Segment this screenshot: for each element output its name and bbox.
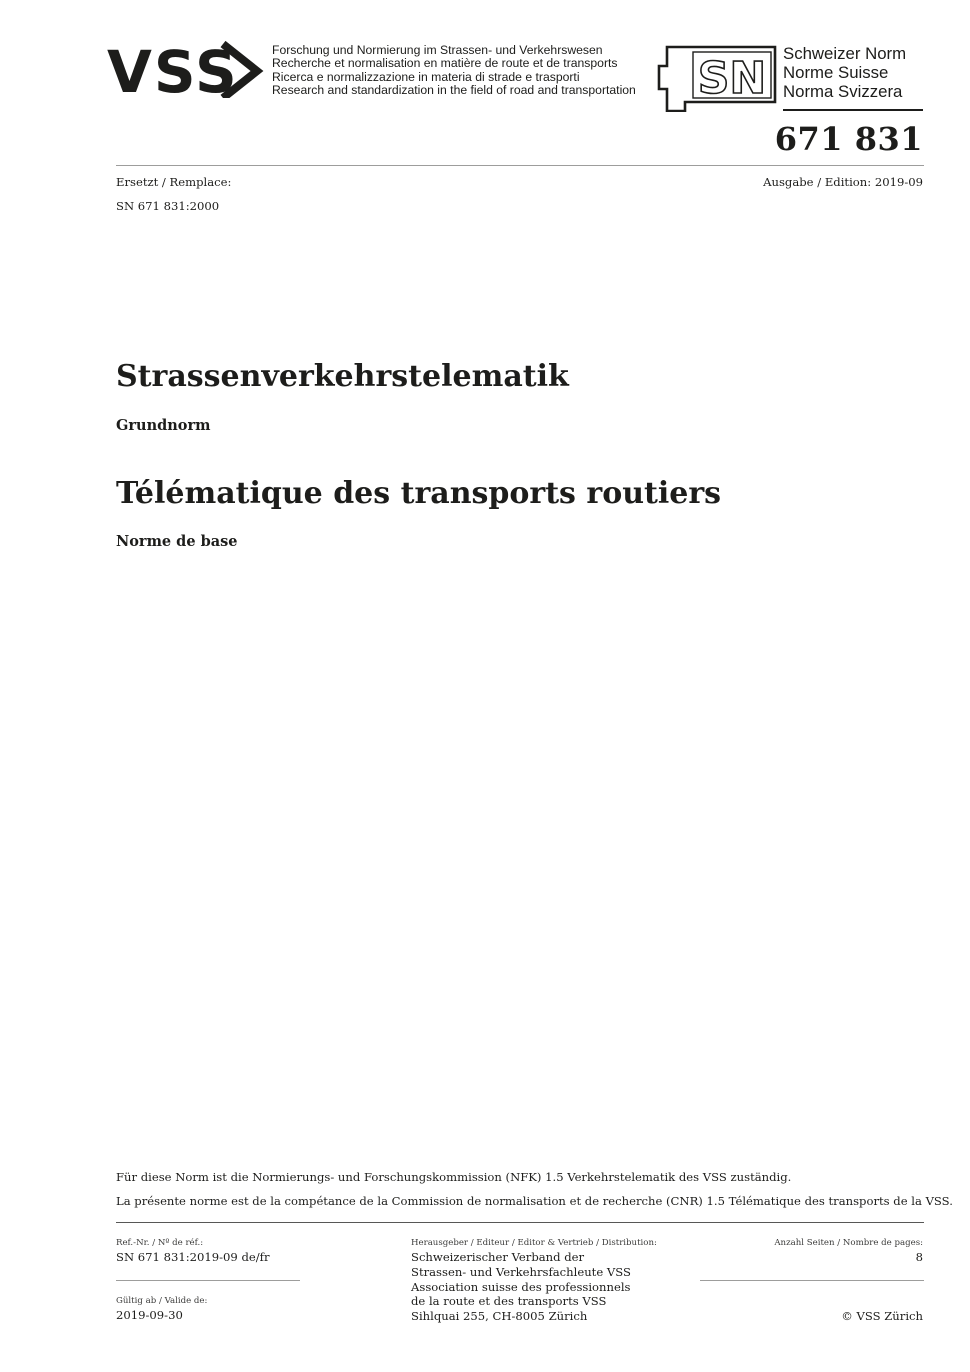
norm-number: 671 831 [774, 120, 923, 158]
pages-value: 8 [915, 1250, 923, 1264]
publisher-address [411, 1250, 631, 1324]
valid-value: 2019-09-30 [116, 1308, 183, 1322]
subtitle-de: Grundnorm [116, 417, 211, 434]
ref-value: SN 671 831:2019-09 de/fr [116, 1250, 270, 1264]
tagline-line: Forschung und Normierung im Strassen- und Verkehrswesen [272, 43, 603, 57]
tagline-line: Recherche et normalisation en matière de route et de transports [272, 56, 618, 71]
sn-name-de: Schweizer Norm [783, 44, 907, 63]
replaces-value: SN 671 831:2000 [116, 199, 220, 213]
ref-label: Ref.-Nr. / Nº de réf.: [116, 1238, 204, 1248]
sn-name-it: Norma Svizzera [783, 82, 903, 101]
publisher-line: Association suisse des professionnels [411, 1279, 631, 1294]
vss-tagline [272, 44, 636, 98]
edition-label: Ausgabe / Edition: 2019-09 [763, 175, 923, 189]
publisher-line: Schweizerischer Verband der [411, 1250, 585, 1264]
sn-name-fr: Norme Suisse [783, 63, 889, 82]
ref-divider [116, 1280, 300, 1281]
pages-label: Anzahl Seiten / Nombre de pages: [774, 1238, 923, 1248]
responsibility-fr: La présente norme est de la compétance de la Commission de normalisation et de recherche (CNR) 1.5 Télématique des transports de la VSS. [116, 1194, 953, 1208]
publisher-label: Herausgeber / Editeur / Editor & Vertrieb / Distribution: [411, 1238, 657, 1248]
pages-divider [700, 1280, 924, 1281]
publisher-line: Sihlquai 255, CH-8005 Zürich [411, 1309, 588, 1324]
copyright: © VSS Zürich [841, 1309, 923, 1323]
vss-logo [107, 40, 265, 98]
subtitle-fr: Norme de base [116, 533, 238, 550]
title-de: Strassenverkehrstelematik [116, 359, 569, 394]
sn-logo [657, 44, 777, 112]
responsibility-de: Für diese Norm ist die Normierungs- und Forschungskommission (NFK) 1.5 Verkehrstelematik des VSS zuständig. [116, 1170, 792, 1184]
footer-divider [116, 1222, 924, 1223]
valid-label: Gültig ab / Valide de: [116, 1296, 208, 1306]
header-divider [116, 165, 924, 166]
vss-logo-text: VSS [107, 40, 239, 98]
publisher-line: de la route et des transports VSS [411, 1294, 607, 1309]
sn-names [783, 44, 906, 101]
sn-logo-text: SN [697, 53, 767, 104]
tagline-line: Research and standardization in the field of road and transportation [272, 83, 636, 98]
title-fr: Télématique des transports routiers [116, 476, 722, 511]
publisher-line: Strassen- und Verkehrsfachleute VSS [411, 1264, 631, 1279]
tagline-line: Ricerca e normalizzazione in materia di strade e trasporti [272, 69, 580, 84]
replaces-label: Ersetzt / Remplace: [116, 175, 232, 189]
sn-underline [783, 109, 923, 111]
